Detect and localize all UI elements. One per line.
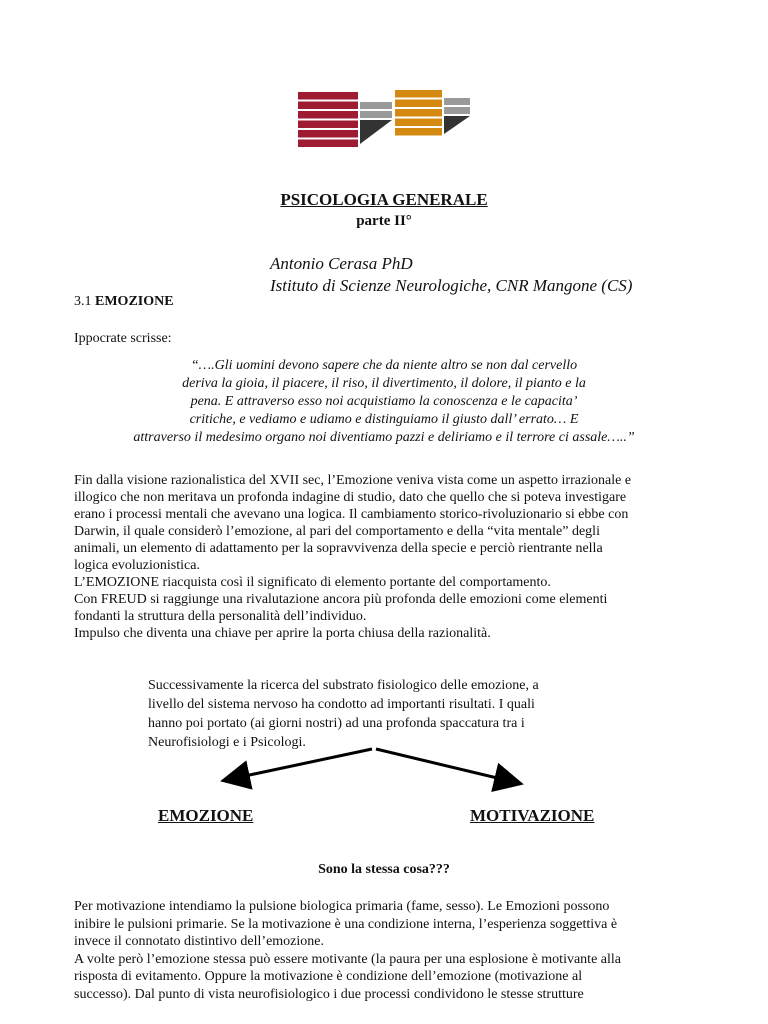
document-subtitle: parte II° [356, 213, 412, 229]
paragraph-history [74, 472, 714, 642]
section-number: 3.1 [74, 294, 95, 309]
paragraph-line: successo). Dal punto di vista neurofisiologico i due processi condividono le stesse strutture [74, 986, 584, 1002]
paragraph-line: Darwin, il quale considerò l’emozione, al pari del comportamento e della “vita mentale” degli [74, 524, 600, 539]
paragraph-line: illogico che non meritava un profonda indagine di studio, dato che quello che si poteva investigare [74, 490, 627, 505]
logo-orange-bar [395, 128, 442, 136]
quote-line: attraverso il medesimo organo noi diventiamo pazzi e deliriamo e il terrore ci assale…..” [133, 430, 635, 445]
arrow-left [226, 749, 372, 780]
paragraph-line: risposta di evitamento. Oppure la motivazione è condizione dell’emozione (motivazione al [74, 969, 583, 984]
paragraph-line: logica evoluzionistica. [74, 558, 200, 573]
document-title: PSICOLOGIA GENERALE [280, 190, 488, 209]
institute-logo [298, 88, 470, 150]
box-line: Successivamente la ricerca del substrato fisiologico delle emozione, a [148, 678, 539, 693]
author-name: Antonio Cerasa PhD [270, 254, 413, 273]
logo-red-bar [298, 92, 358, 100]
section-heading [74, 294, 174, 310]
logo-red-bar [298, 130, 358, 138]
paragraph-line: fondanti la struttura della personalità dell’individuo. [74, 609, 367, 624]
logo-red-bar [298, 102, 358, 110]
logo-red-bar [298, 121, 358, 129]
logo-red-bar [298, 140, 358, 148]
paragraph-motivation [74, 898, 714, 1003]
paragraph-line: invece il connotato distintivo dell’emozione. [74, 934, 324, 949]
split-arrows-diagram [200, 735, 540, 795]
question-heading: Sono la stessa cosa??? [318, 862, 450, 877]
paragraph-line: A volte però l’emozione stessa può essere motivante (la paura per una esplosione è motivante alla [74, 951, 621, 967]
box-line: Neurofisiologi e i Psicologi. [148, 735, 306, 750]
quote-line: pena. E attraverso esso noi acquistiamo la conoscenza e le capacita’ [190, 394, 578, 409]
paragraph-line: animali, un elemento di adattamento per la sopravvivenza della specie e perciò rientrante nella [74, 541, 603, 556]
logo-red-bar [298, 111, 358, 119]
quote-line: “….Gli uomini devono sapere che da niente altro se non dal cervello [190, 358, 578, 373]
branch-motivazione: MOTIVAZIONE [470, 806, 595, 825]
logo-orange-bar [395, 119, 442, 127]
logo-orange-bar [395, 109, 442, 117]
paragraph-line: erano i processi mentali che avevano una logica. Il cambiamento storico-rivoluzionario si ebbe con [74, 507, 629, 522]
section-title: EMOZIONE [95, 294, 174, 309]
author-institute: Istituto di Scienze Neurologiche, CNR Mangone (CS) [270, 276, 633, 295]
logo-orange-bar [395, 90, 442, 98]
paragraph-line: Fin dalla visione razionalistica del XVII sec, l’Emozione veniva vista come un aspetto irrazionale e [74, 473, 632, 488]
paragraph-line: Impulso che diventa una chiave per aprire la porta chiusa della razionalità. [74, 626, 491, 641]
paragraph-line: inibire le pulsioni primarie. Se la motivazione è una condizione interna, l’esperienza soggettiva è [74, 916, 618, 932]
box-line: hanno poi portato (ai giorni nostri) ad una profonda spaccatura tra i [148, 716, 525, 731]
quote-line: critiche, e vediamo e udiamo e distinguiamo il giusto dall’ errato… E [189, 412, 579, 427]
box-line: livello del sistema nervoso ha condotto ad importanti risultati. I quali [148, 697, 535, 712]
paragraph-line: L’EMOZIONE riacquista così il significato di elemento portante del comportamento. [74, 575, 551, 590]
arrow-right [376, 749, 518, 783]
paragraph-line: Per motivazione intendiamo la pulsione biologica primaria (fame, sesso). Le Emozioni possono [74, 899, 610, 914]
logo-orange-bar [395, 100, 442, 108]
hippocrates-quote [74, 357, 694, 447]
branch-emozione: EMOZIONE [158, 806, 254, 825]
paragraph-line: Con FREUD si raggiunge una rivalutazione ancora più profonda delle emozioni come elementi [74, 592, 608, 607]
quote-line: deriva la gioia, il piacere, il riso, il divertimento, il dolore, il pianto e la [182, 376, 586, 391]
author-block [270, 253, 632, 297]
intro-text: Ippocrate scrisse: [74, 331, 172, 346]
